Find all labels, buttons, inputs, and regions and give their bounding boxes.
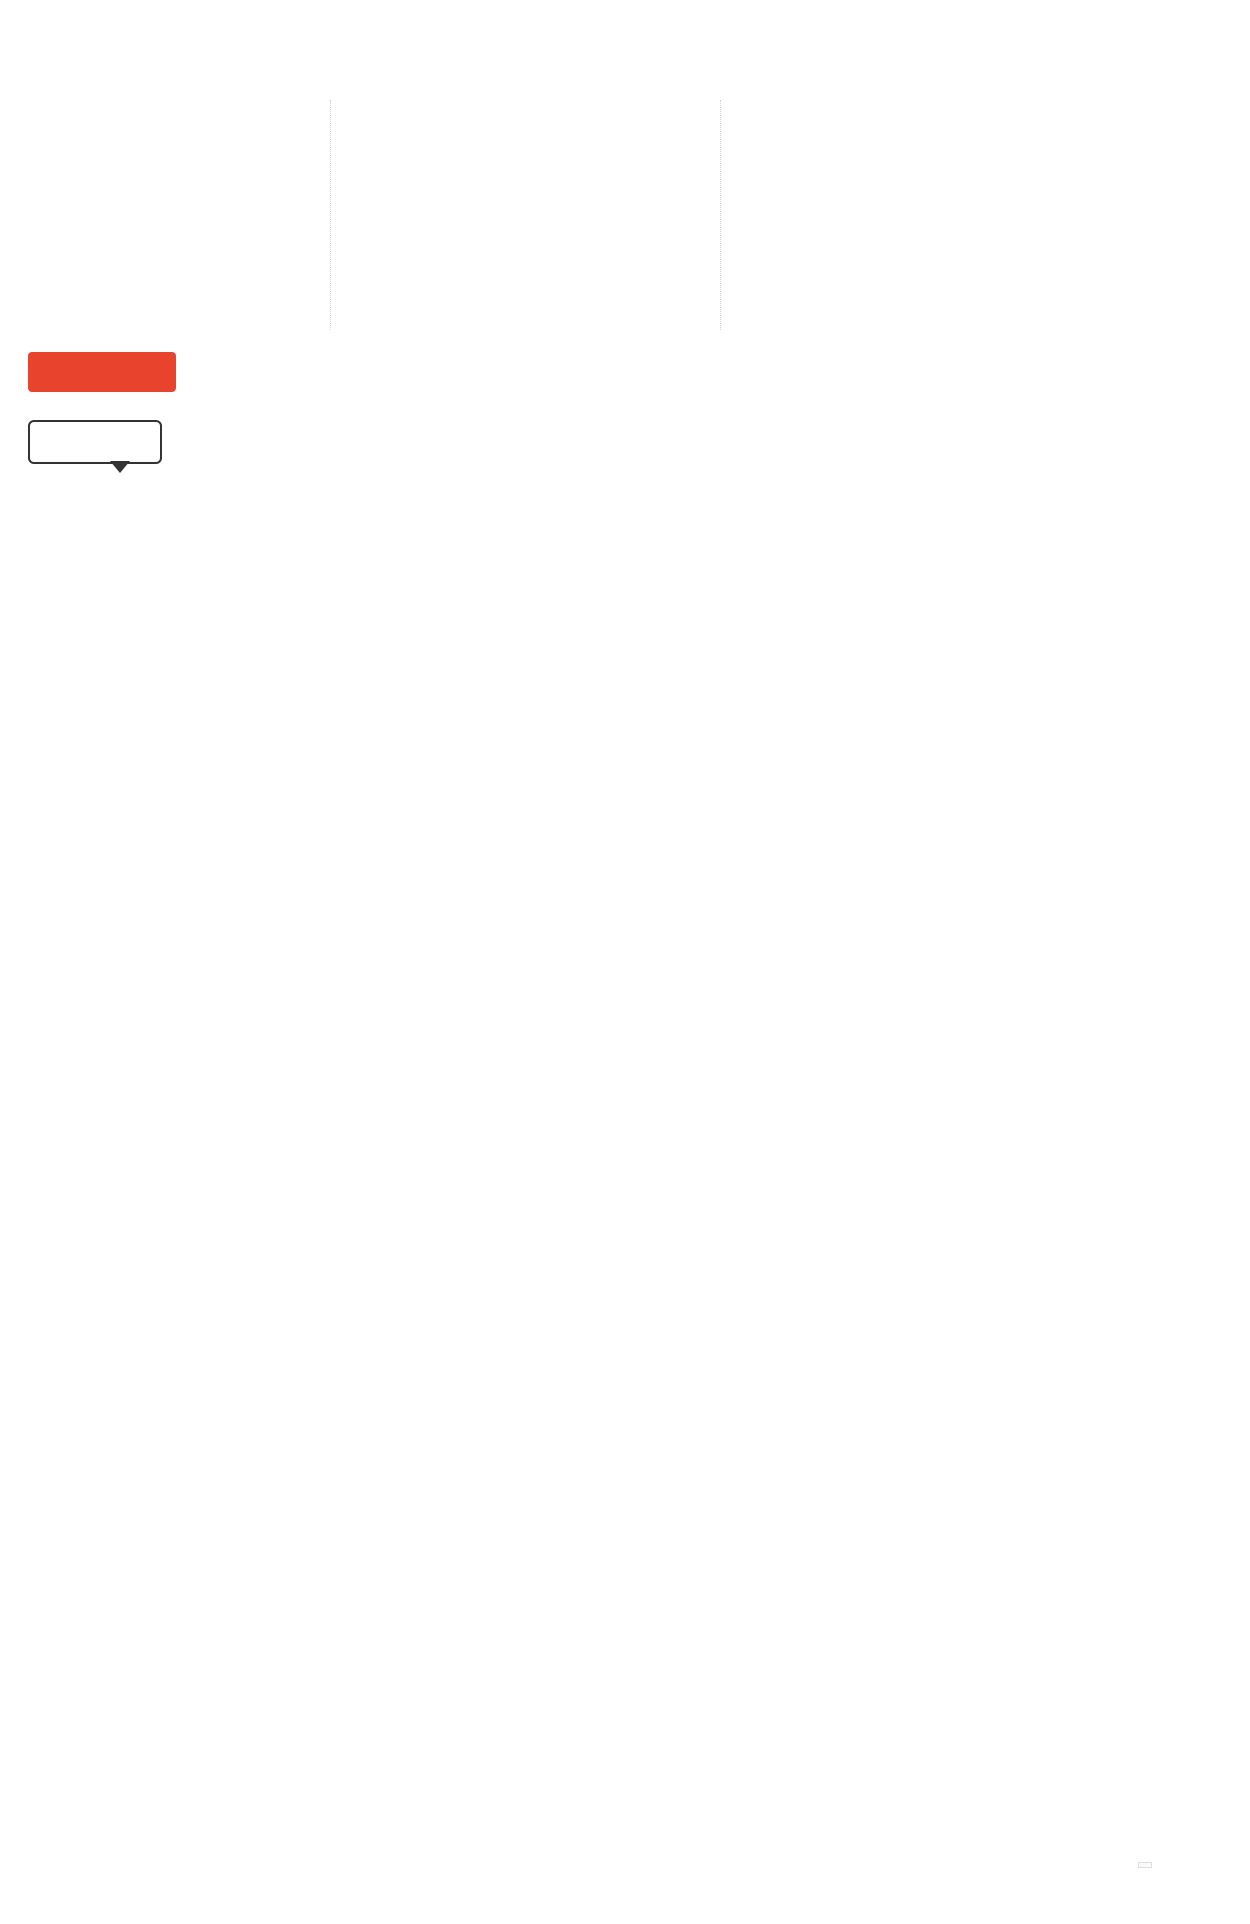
divider [330,100,331,330]
unit-badge [28,352,176,392]
week-badge-tail [110,461,130,473]
divider [720,100,721,330]
week-badge [28,420,162,464]
page-number [1138,1862,1152,1868]
